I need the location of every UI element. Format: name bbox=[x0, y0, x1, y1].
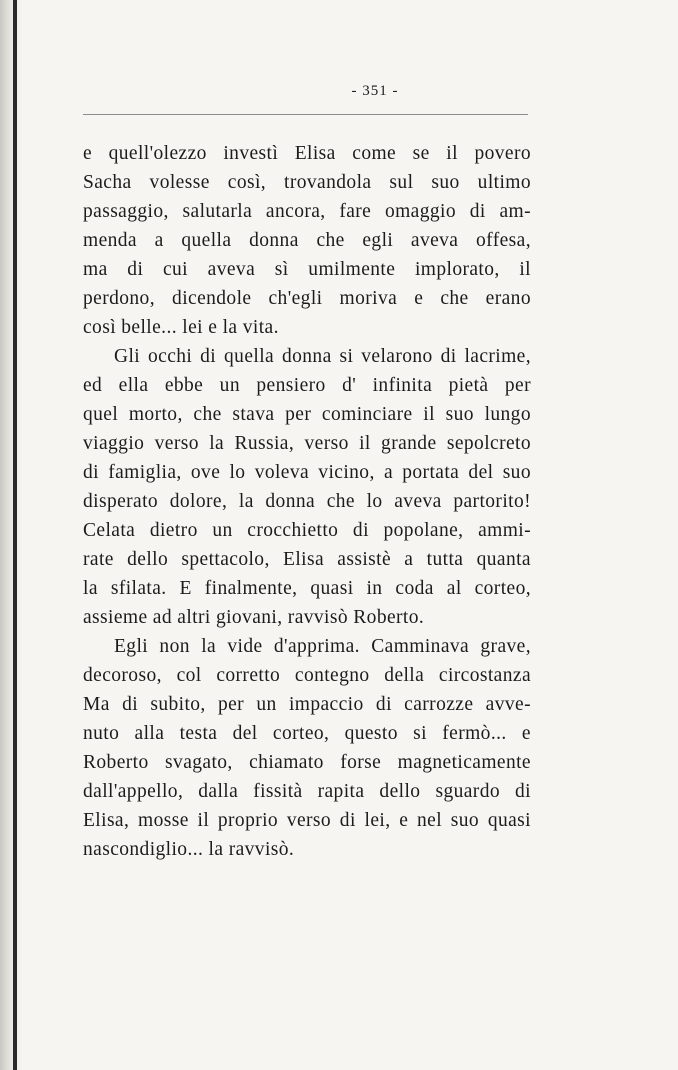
text-line: Ma di subito, per un impaccio di carrozze avve- bbox=[83, 694, 531, 715]
text-line: Celata dietro un crocchietto di popolane, ammi- bbox=[83, 520, 531, 541]
text-line: perdono, dicendole ch'egli moriva e che erano bbox=[83, 288, 531, 309]
text-line: Gli occhi di quella donna si velarono di lacrime, bbox=[114, 346, 531, 367]
page-number: - 351 - bbox=[351, 83, 399, 99]
text-line: rate dello spettacolo, Elisa assistè a tutta quanta bbox=[83, 549, 531, 570]
book-spine-shadow bbox=[0, 0, 22, 1070]
text-line: dall'appello, dalla fissità rapita dello sguardo di bbox=[83, 781, 531, 802]
text-line: di famiglia, ove lo voleva vicino, a portata del suo bbox=[83, 462, 531, 483]
text-line: viaggio verso la Russia, verso il grande sepolcreto bbox=[83, 433, 531, 454]
text-line: ed ella ebbe un pensiero d' infinita pietà per bbox=[83, 375, 531, 396]
text-line: la sfilata. E finalmente, quasi in coda al corteo, bbox=[83, 578, 531, 599]
text-line: assieme ad altri giovani, ravvisò Roberto. bbox=[83, 607, 425, 628]
text-line: Elisa, mosse il proprio verso di lei, e nel suo quasi bbox=[83, 810, 531, 831]
text-line: disperato dolore, la donna che lo aveva partorito! bbox=[83, 491, 531, 512]
text-line: menda a quella donna che egli aveva offesa, bbox=[83, 230, 531, 251]
header-rule bbox=[83, 114, 528, 115]
text-line: Egli non la vide d'apprima. Camminava grave, bbox=[114, 636, 531, 657]
text-line: nascondiglio... la ravvisò. bbox=[83, 839, 295, 860]
text-line: nuto alla testa del corteo, questo si fermò... e bbox=[83, 723, 531, 744]
book-gutter-edge bbox=[13, 0, 17, 1070]
text-line: e quell'olezzo investì Elisa come se il povero bbox=[83, 143, 531, 164]
text-line: decoroso, col corretto contegno della circostanza bbox=[83, 665, 531, 686]
text-line: Sacha volesse così, trovandola sul suo ultimo bbox=[83, 172, 531, 193]
text-line: passaggio, salutarla ancora, fare omaggio di am- bbox=[83, 201, 531, 222]
body-text bbox=[83, 139, 531, 864]
text-line: quel morto, che stava per cominciare il suo lungo bbox=[83, 404, 531, 425]
text-line: ma di cui aveva sì umilmente implorato, il bbox=[83, 259, 531, 280]
text-line: così belle... lei e la vita. bbox=[83, 317, 279, 338]
text-line: Roberto svagato, chiamato forse magneticamente bbox=[83, 752, 531, 773]
